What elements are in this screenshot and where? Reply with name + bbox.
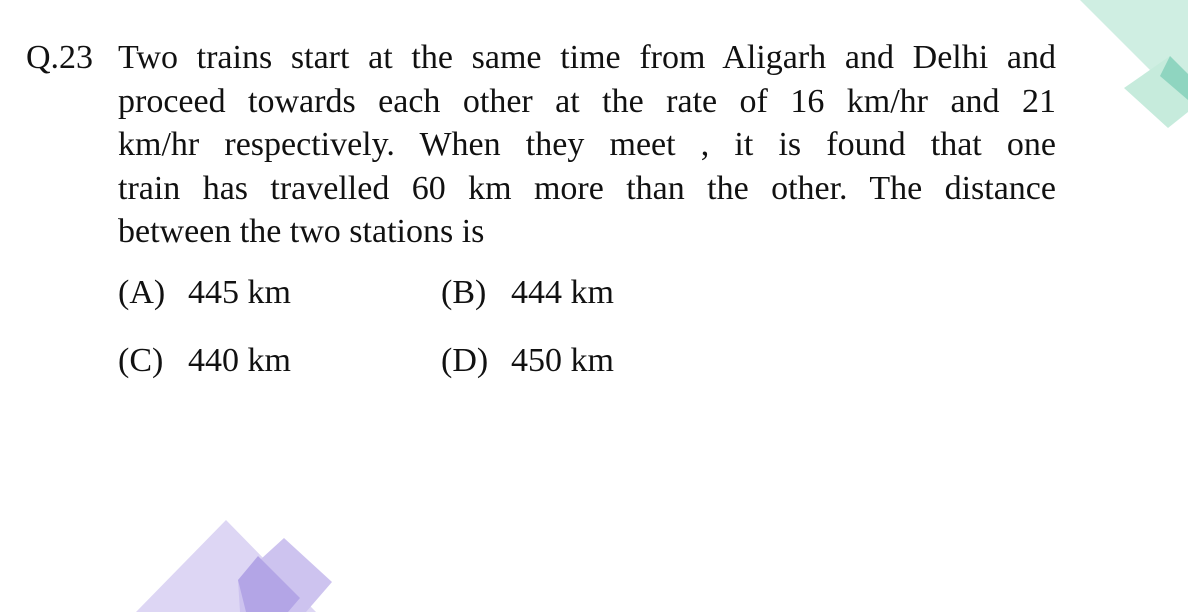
question-line: proceed towards each other at the rate of 16 km/hr and 21	[118, 82, 1056, 120]
option-d[interactable]	[441, 341, 614, 381]
option-b[interactable]	[441, 273, 614, 313]
question-line: between the two stations is	[118, 213, 485, 250]
option-a-label: (A)	[118, 274, 166, 311]
option-a-value: 445 km	[188, 274, 291, 311]
option-a[interactable]	[118, 273, 291, 313]
option-d-value: 450 km	[511, 342, 614, 379]
option-d-label: (D)	[441, 342, 489, 379]
option-b-value: 444 km	[511, 274, 614, 311]
option-c-value: 440 km	[188, 342, 291, 379]
option-c[interactable]	[118, 341, 291, 381]
option-c-label: (C)	[118, 342, 164, 379]
question-line: Two trains start at the same time from Aligarh and Delhi and	[118, 39, 1056, 76]
option-b-label: (B)	[441, 274, 487, 311]
question-text	[118, 36, 1056, 254]
question-number: Q.23	[26, 39, 94, 76]
question-line: km/hr respectively. When they meet , it is found that one	[118, 126, 1056, 163]
question-line: train has travelled 60 km more than the other. The distance	[118, 169, 1056, 207]
